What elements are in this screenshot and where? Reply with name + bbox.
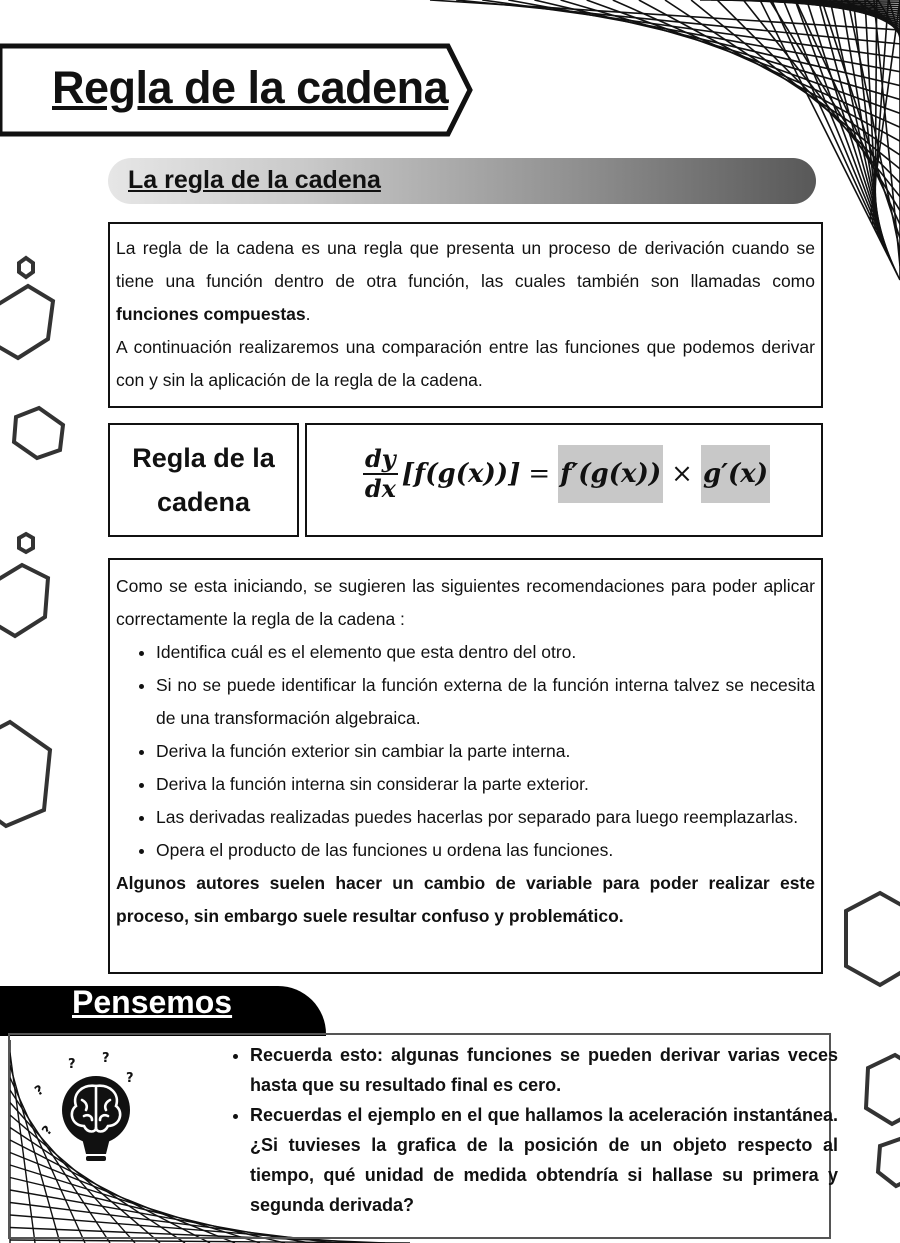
times-sign: × <box>671 459 693 489</box>
outer-derivative-highlight: f′(g(x)) <box>558 445 663 503</box>
list-item: • Las derivadas realizadas puedes hacerlas por separado para luego reemplazarlas. <box>156 801 815 834</box>
hexagon-right-3 <box>878 1139 900 1186</box>
fraction-denominator: dx <box>364 474 396 503</box>
list-item: • Identifica cuál es el elemento que esta dentro del otro. <box>156 636 815 669</box>
page-title: Regla de la cadena <box>52 62 449 113</box>
hexagon-3 <box>0 565 48 636</box>
intro-period: . <box>305 304 311 324</box>
derivative-operator <box>363 445 398 503</box>
svg-text:?: ? <box>32 1082 47 1100</box>
list-item: • Recuerda esto: algunas funciones se pueden derivar varias veces hasta que su resultado final es cero. <box>250 1040 838 1100</box>
intro-text: La regla de la cadena es una regla que presenta un proceso de derivación cuando se tiene una función dentro de otra función, las cuales también son llamadas como <box>116 238 815 291</box>
svg-text:?: ? <box>68 1057 76 1072</box>
chain-rule-formula <box>363 445 770 503</box>
svg-text:?: ? <box>126 1071 134 1086</box>
hexagon-right-1 <box>846 893 900 985</box>
formula-left-side: [f(g(x))] <box>401 459 521 489</box>
pensemos-title: Pensemos <box>72 984 233 1020</box>
list-item: • Si no se puede identificar la función externa de la función interna talvez se necesita de una transformación algebraica. <box>156 669 815 735</box>
brain-lightbulb-icon <box>30 1050 160 1170</box>
intro-paragraph-2: A continuación realizaremos una comparación entre las funciones que podemos derivar con y sin la aplicación de la regla de la cadena. <box>116 337 815 390</box>
hexagon-small-1 <box>19 258 33 277</box>
section-title: La regla de la cadena <box>128 166 381 194</box>
list-item: • Deriva la función interna sin considerar la parte exterior. <box>156 768 815 801</box>
pensemos-list <box>228 1040 838 1220</box>
list-item: • Deriva la función exterior sin cambiar la parte interna. <box>156 735 815 768</box>
equals-sign: = <box>528 459 551 489</box>
tips-box <box>108 558 823 974</box>
inner-derivative-highlight: g′(x) <box>701 445 770 503</box>
intro-box <box>108 222 823 408</box>
formula-box <box>305 423 823 537</box>
tips-list <box>116 636 815 867</box>
rule-label: Regla de la cadena <box>132 443 275 517</box>
tips-note: Algunos autores suelen hacer un cambio de variable para poder realizar este proceso, sin embargo suele resultar confuso y problemático. <box>116 873 815 926</box>
tips-intro: Como se esta iniciando, se sugieren las siguientes recomendaciones para poder aplicar correctamente la regla de la cadena : <box>116 576 815 629</box>
list-item: • Opera el producto de las funciones u ordena las funciones. <box>156 834 815 867</box>
intro-paragraph-1 <box>116 232 815 331</box>
svg-text:?: ? <box>39 1123 56 1139</box>
list-item: • Recuerdas el ejemplo en el que hallamos la aceleración instantánea. ¿Si tuvieses la grafica de la posición de un objeto respecto al tiempo, qué unidad de medida obtendría si hallase su primera y segunda derivada? <box>250 1100 838 1220</box>
hexagon-4 <box>0 722 50 826</box>
hexagon-right-2 <box>866 1055 900 1124</box>
svg-text:?: ? <box>102 1051 110 1066</box>
hexagon-1 <box>0 286 53 358</box>
fraction-numerator: dy <box>365 444 396 473</box>
rule-label-box <box>108 423 299 537</box>
hexagon-small-2 <box>19 534 33 552</box>
intro-bold-term: funciones compuestas <box>116 304 306 324</box>
hexagon-2 <box>14 408 63 458</box>
